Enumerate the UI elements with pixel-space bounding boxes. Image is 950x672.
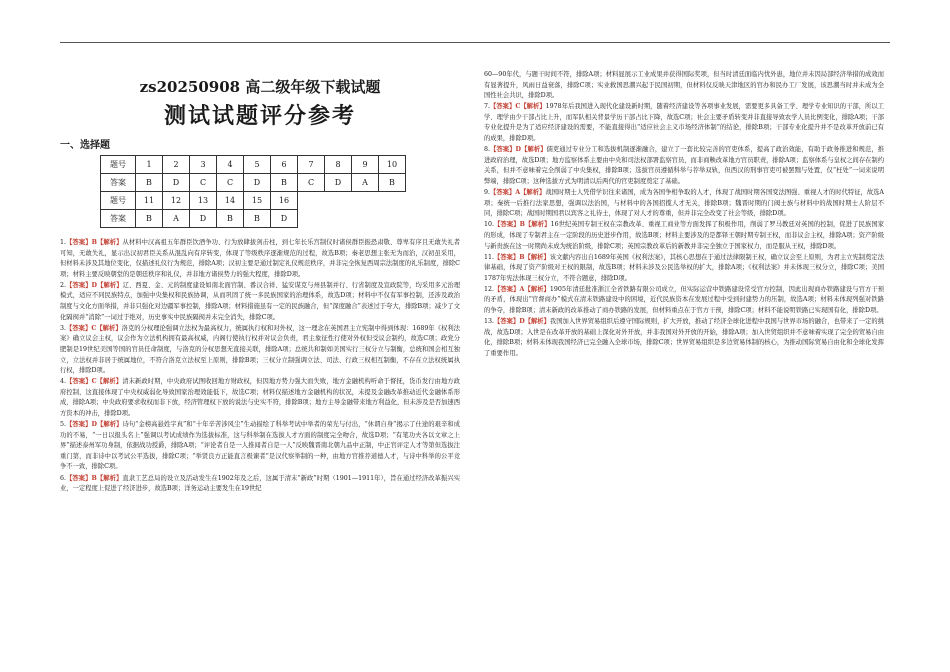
section-heading-choice: 一、选择题 [60,140,110,151]
answer-row-1 [101,174,406,192]
answer-item: 3.【答案】C【解析】洛克的分权理论强调立法权为最高权力，统属执行权和对外权，这一理念在英国君主立宪制中得到体现：1689年《权利法案》确立议会主权，议会作为立法机构拥有最高权威，内阁行使执行权并对议会负责，君主象征性行使对外权但受议会制约，故选C项；政党分肥制是19世纪美国等国的官员任命制度，与洛克的分权思想无直接关联，排除A项；总统共和制如美国实行三权分立与制衡，总统和国会相互独立，立法权并非居于统属地位，不符合洛克立法权至上原则，排除B项；三权分立制强调立法、司法、行政三权相互制衡，不存在立法权统属执行权，排除D项。 [60,324,460,375]
answer-cell: C [217,174,244,192]
answer-item: 5.【答案】D【解析】诗句“金榜高悬姓字真”和“十年辛苦涉风尘”生动描绘了科举考试中举者的荣光与付出，“休谓自身”揭示了仕途的艰辛和成功的不易，“一日以报头名上”强调以考试成绩作为选拔标准，这与科举制在选拔人才方面的制度完全吻合，故选D项；“有笔功夫各以文章之上界”描述泰州军功身制，依据战功授爵，排除A项；“评论者自是一人推闻者自是一人”反映魏晋南北朝九品中正制，中正官评定人才等第但选拔注重门第，而非诗中以考试公平选拔，排除C项；“举贤良方正能直言极谏者”是汉代察举制的一种，由地方官推荐道德人才，与诗中科举的公平竞争不一致，排除C项。 [60,421,460,471]
answer-cell: A [163,210,190,228]
answer-cell: D [325,174,352,192]
row-label: 题号 [101,156,136,174]
answer-cell: B [136,210,163,228]
question-number: 2 [163,156,190,174]
question-number: 10 [379,156,406,174]
answer-item: 4.【答案】C【解析】清末新政时期，中央政府试图收回地方财政权，但因地方势力强大而失败，地方金融机构听命于督抚，货币发行由地方政府控制，这直接体现了中央权威弱化导致国家治理效能低下，故选C项；材料仅描述地方金融机构的状况，未提及金融改革推动近代金融体系形成，排除A项；中央政府要求收权而非下放，经济管理权下放的说法与史实不符，排除B项；地方主导金融带来地方利益化，但未涉及是否加速西方资本的冲击，排除D项。 [60,378,460,417]
answer-item: 11.【答案】B【解析】该文献内容出自1689年英国《权利法案》，其核心思想在于通过法律限制王权，确立议会至上原则，为君主立宪制奠定法律基础，体现了资产阶级对王权的限制，故选B项；材料未涉及公民选举权的扩大，排除A项；《权利法案》并未体现三权分立，排除C项；美国1787年宪法体现三权分立，不符合题意，排除D项。 [484,253,884,282]
top-rule [60,42,890,43]
question-number: 16 [271,192,298,210]
answer-cell: D [190,210,217,228]
row-label: 题号 [101,192,136,210]
answer-item-continued: 60—90年代，与题干时间不符，排除A项；材料显展示工业成果并获得国际奖项，但当时清廷面临内忧外患，地位并未因局部经济举措的成效而有显著提升，风雨日益衰落，排除C项；实业救国思潮兴起于民国初期，但材料仅反映天津地区的官办和民办工厂发展，该思潮当时并未成为全国性社会共识，排除D项。 [484,71,884,100]
document-subtitle: 测试试题评分参考 [163,103,356,129]
answer-item: 1.【答案】B【解析】从材料中汉高祖五年群臣饮酒争功、行为放肆拔剑击柱，到七年长乐宫制仪时诸侯群臣振恐肃敬、尊卑有序且无敢失礼者可知，无敢失礼，显示出汉初君臣关系从混乱向有序转变，体现了等级秩序逐渐规范的过程，故选B项；秦老思想主张无为而治，汉初虽采用，但材料未涉及其地位变化，仅描述礼仪行为规范，排除A项；汉初主要是通过制定礼仪规范秩序，并非完全恢复西周宗法制度的礼乐制度，排除C项；材料主要反映朝堂的是朝廷秩序和礼仪，并非地方诸侯势力的强大程度，排除D项。 [60,239,461,278]
answer-list-left [60,238,460,495]
answer-cell: D [271,210,298,228]
answer-item: 2.【答案】D【解析】辽、西夏、金、元的制度建设如南北面官制、番汉合祥、猛安谋克与州县制并行、行省制度及宣政院等，均采用多元治理模式，适应不同民族特点，加强中央集权和民族协调，从而巩固了统一多民族国家的治理体系，故选D项；材料中不仅有军事控制，还涉及政治制度与文化方面举措，并非只强化对边疆军事控制，排除A项；材料措施虽有一定的民族融合，但“深度融合”表述过于夸大，排除B项；减少了文化隔阂并“消除”一词过于绝对，历史事实中民族隔阂并未完全消失，排除C项。 [60,281,460,321]
question-number: 11 [136,192,163,210]
question-number: 5 [244,156,271,174]
question-number: 12 [163,192,190,210]
answer-cell: D [244,174,271,192]
answer-cell: D [163,174,190,192]
row-label: 答案 [101,210,136,228]
answer-cell: B [271,174,298,192]
answer-item: 10.【答案】B【解析】16世纪英国专制王权在宗教改革、重视工商业等方面发挥了积极作用，削弱了罗马教廷对英国的控制，促进了民族国家的形成，体现了专制君主在一定阶段的历史进步作用，故选B项；材料主要涉及的是都铎王朝时期专制王权，而非议会主权，排除A项；资产阶级与新贵族在这一时期尚未成为统治阶级，排除C项；英国宗教改革后的新教并非完全独立于国家权力，而是服从王权，排除D项。 [484,221,885,250]
question-number: 13 [190,192,217,210]
answer-cell: B [379,174,406,192]
document-title: zs20250908 高二级年级下载试题 [139,78,381,96]
question-row-1 [101,156,406,174]
answer-row-2 [101,210,406,228]
answer-item: 7.【答案】C【解析】1978年后我国进入现代化建设新时期，随着经济建设等各项事业发展，需要更多具备工学、理学专业知识的干部，所以工学、理学由少干部占比上升，而军队相关背景学历干部占比下降，故选C项；社会主要矛盾转变并非直接导致农学人员比例变化，排除A项；干部专业化提升是为了适应经济建设的需要，不能直接得出“适应社会主义市场经济体制”的结论，排除B项；干部专业化提升并不是改革开放前已有的成果，排除D项。 [484,103,884,143]
question-number: 15 [244,192,271,210]
answer-table [100,155,406,228]
answer-cell: C [298,174,325,192]
question-row-2 [101,192,406,210]
answer-item: 8.【答案】D【解析】儒吏通过专业分工和选拔机制逐渐融合，建立了一套比较完善的官吏体系，提高了政治效能，有助于政务推进和规范，推进政府治理，故选D项；地方监察体系主要由中央和司法权部署监察官员，而非商鞅改革地方官员职责，排除A项；监察体系与皇权之间存在制约关系，但并不意味着完全削弱了中央集权，排除B项；选拔官员遵循科举与荐举双轨，但西汉的刑事官吏可被罢黜与处置，仅“枉处”一词来说明弊端，排除C项；这种选拔方式为明清以后两代的官吏制度奠定了基础。 [484,146,885,185]
answer-item: 6.【答案】B【解析】直隶工艺总局的设立及活动发生在1902年及之后，这属于清末“新政”时期（1901—1911年），旨在通过经济改革振兴实业，一定程度上促进了经济进步，故选B项；洋务运动主要发生在19世纪 [60,474,460,493]
answer-item: 12.【答案】A【解析】1905年清廷批准浙江全省铁路有限公司成立，但实际运营中铁路建设常受官方控制，因此出现商办铁路建设与官方干预的矛盾，体现出“官督商办”模式在清末铁路建设中的困境，近代民族资本在发展过程中受到封建势力的压制，故选A项；材料未体现列强对铁路的争夺，排除B项；清末新政的改革推动了商办铁路的发展，但材料重点在于官方干预，排除C项；材料不能说明铁路已实现国有化，排除D项。 [484,285,884,315]
answer-cell: C [190,174,217,192]
answer-item: 13.【答案】D【解析】我国加入世界贸易组织后遵守国际规则，扩大开放，推动了经济全球化进程中我国与世界市场的融合，也带来了一定的挑战，故选D项；入世是在改革开放的基础上深化对外开放，并非我国对外开放的开始，排除A项；加入世贸组织并不意味着实现了完全的贸易自由化，排除B项；材料未体现我国经济已完全融入全球市场，排除C项；世界贸易组织是多边贸易体制的核心，为推动国际贸易自由化和全球化发挥了重要作用。 [484,318,885,357]
left-column [60,72,460,495]
answer-cell: B [136,174,163,192]
answer-cell: B [217,210,244,228]
right-column [484,70,884,360]
question-number: 1 [136,156,163,174]
question-number: 7 [298,156,325,174]
answer-cell: A [352,174,379,192]
question-number: 6 [271,156,298,174]
answer-cell: B [244,210,271,228]
question-number: 4 [217,156,244,174]
question-number: 3 [190,156,217,174]
row-label: 答案 [101,174,136,192]
question-number: 8 [325,156,352,174]
answer-item: 9.【答案】A【解析】战国时期士人凭借学识往来诸国，成为各国争相争取的人才，体现了战国时期各国变法图强、重视人才的时代特征，故选A项；秦统一后推行法家思想，强调以法治国，与材料中的各国招揽人才无关，排除B项；魏晋时期的门阀士族与材料中的战国时期士人阶层不同，排除C项；战国时期国君以宾客之礼待士，体现了对人才的尊重，但并非完全改变了社会等级，排除D项。 [484,189,884,218]
question-number: 9 [352,156,379,174]
question-number: 14 [217,192,244,210]
